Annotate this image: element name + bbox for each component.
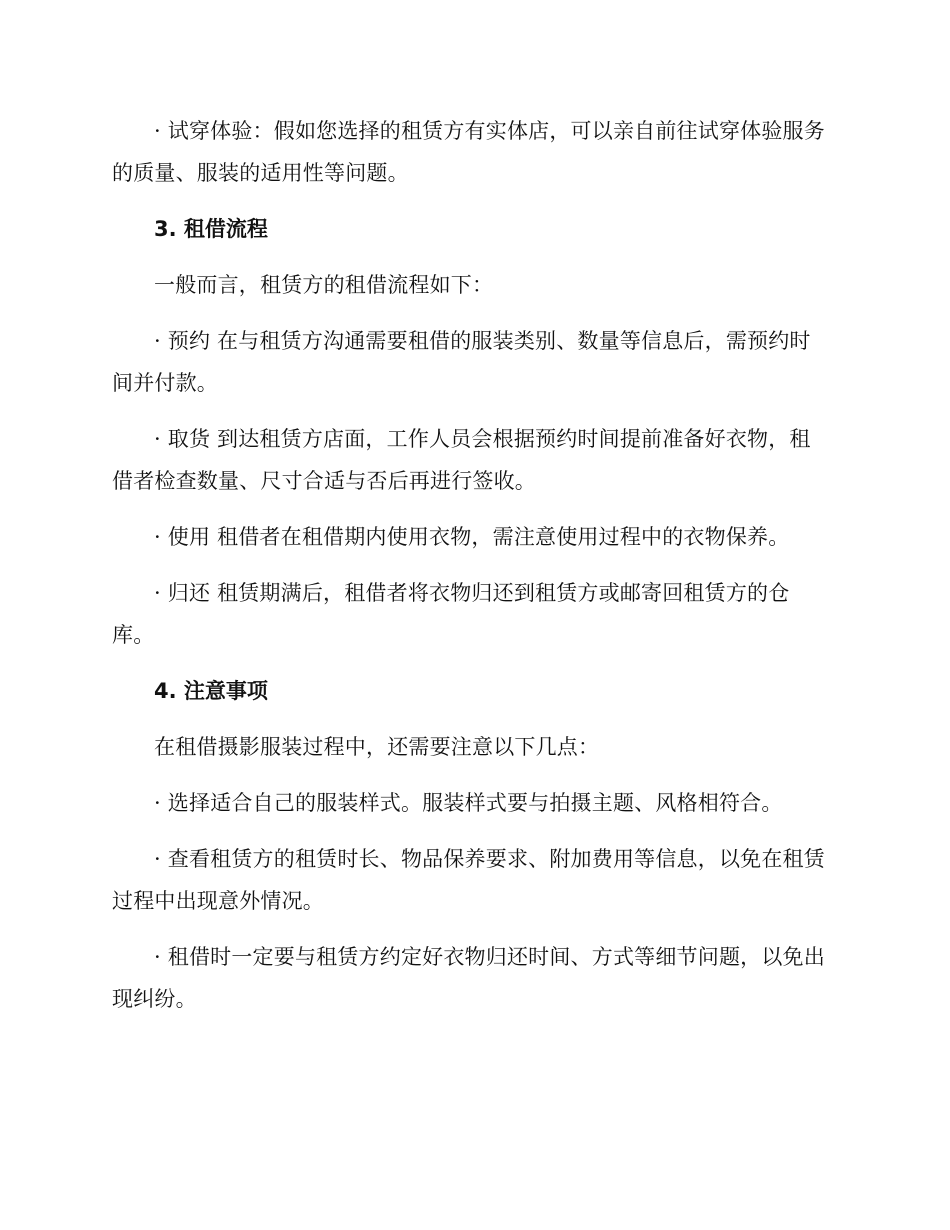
section-heading-notes: 4. 注意事项 (154, 679, 268, 703)
paragraph-process-intro: 一般而言，租赁方的租借流程如下： (154, 273, 494, 297)
paragraph-notes-intro: 在租借摄影服装过程中，还需要注意以下几点： (154, 735, 600, 759)
paragraph-usage: · 使用 租借者在租借期内使用衣物，需注意使用过程中的衣物保养。 (154, 525, 790, 549)
paragraph-try-on: · 试穿体验：假如您选择的租赁方有实体店，可以亲自前往试穿体验服务的质量、服装的适用性等问题。 (112, 119, 825, 185)
paragraph-return: · 归还 租赁期满后，租借者将衣物归还到租赁方或邮寄回租赁方的仓库。 (112, 581, 790, 647)
paragraph-choose-style: · 选择适合自己的服装样式。服装样式要与拍摄主题、风格相符合。 (154, 791, 783, 815)
paragraph-check-terms: · 查看租赁方的租赁时长、物品保养要求、附加费用等信息，以免在租赁过程中出现意外情况。 (112, 847, 825, 913)
section-heading-rental-process: 3. 租借流程 (154, 217, 268, 241)
paragraph-pickup: · 取货 到达租赁方店面，工作人员会根据预约时间提前准备好衣物，租借者检查数量、尺寸合适与否后再进行签收。 (112, 427, 811, 493)
paragraph-agree-return: · 租借时一定要与租赁方约定好衣物归还时间、方式等细节问题，以免出现纠纷。 (112, 945, 825, 1011)
document-body (112, 110, 827, 1034)
paragraph-reservation: · 预约 在与租赁方沟通需要租借的服装类别、数量等信息后，需预约时间并付款。 (112, 329, 811, 395)
